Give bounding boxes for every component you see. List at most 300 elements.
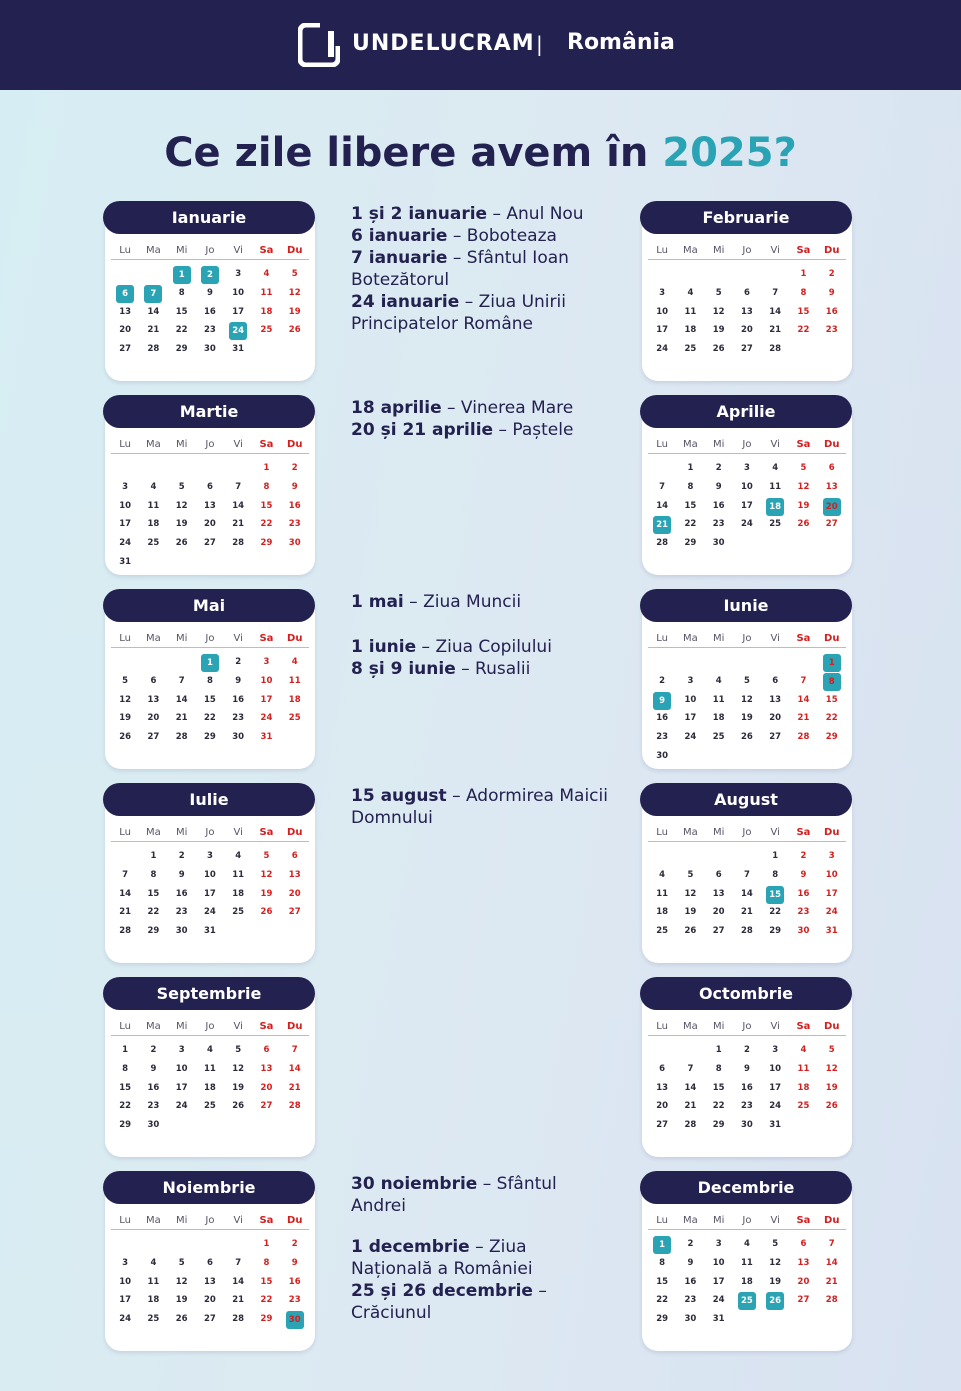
header xyxy=(0,0,961,90)
day-cell: 7 xyxy=(122,870,129,881)
week-row xyxy=(111,866,309,885)
holiday-text-block xyxy=(351,636,613,680)
day-cell: 28 xyxy=(797,732,810,743)
weekday-label: Ma xyxy=(146,1214,161,1226)
day-cell: 5 xyxy=(800,463,807,474)
day-cell: 6 xyxy=(715,870,722,881)
weekday-label: Sa xyxy=(259,826,274,838)
day-cell: 15 xyxy=(119,1082,132,1093)
day-cell: 25 xyxy=(684,344,697,355)
day-cell: 18 xyxy=(684,325,697,336)
day-cell: 22 xyxy=(656,1295,669,1306)
weekday-label: Du xyxy=(287,632,303,644)
day-cell: 24 xyxy=(712,1295,725,1306)
day-cell: 30 xyxy=(147,1120,160,1131)
day-cell: 14 xyxy=(119,888,132,899)
day-cell: 20 xyxy=(712,907,725,918)
day-cell: 28 xyxy=(825,1295,838,1306)
day-cell: 27 xyxy=(741,344,753,355)
weekday-header xyxy=(111,242,309,260)
holiday-name: – Ziua Muncii xyxy=(403,592,522,612)
weekday-label: Sa xyxy=(259,632,274,644)
day-cell: 31 xyxy=(712,1314,725,1325)
day-cell: 23 xyxy=(147,1101,160,1112)
day-cell: 17 xyxy=(204,888,216,899)
day-cell: 21 xyxy=(119,907,132,918)
month-title: Octombrie xyxy=(640,977,852,1010)
day-cell: 29 xyxy=(656,1314,669,1325)
day-cell: 17 xyxy=(684,713,697,724)
week-row xyxy=(648,340,846,359)
empty-cell xyxy=(111,848,139,864)
day-cell: 6 xyxy=(828,463,835,474)
day-cell: 19 xyxy=(712,325,725,336)
empty-cell xyxy=(648,654,676,670)
day-cell: 13 xyxy=(712,888,725,899)
day-cell: 6 xyxy=(772,676,779,687)
day-cell: 25 xyxy=(769,519,782,530)
calendar-martie xyxy=(105,397,315,575)
weekday-label: Du xyxy=(824,1020,840,1032)
empty-cell xyxy=(224,1236,252,1252)
day-cell: 11 xyxy=(147,500,160,511)
day-cell: 1 xyxy=(263,463,270,474)
day-cell: 28 xyxy=(119,926,132,937)
day-cell: 20 xyxy=(204,519,216,530)
week-row xyxy=(648,903,846,922)
weekday-label: Vi xyxy=(770,1214,780,1226)
weekday-label: Ma xyxy=(683,244,698,256)
weekday-header xyxy=(648,1212,846,1230)
weekday-label: Jo xyxy=(205,826,215,838)
weekday-header xyxy=(111,630,309,648)
day-cell: 16 xyxy=(288,500,301,511)
day-cell: 14 xyxy=(769,306,782,317)
day-cell: 19 xyxy=(260,888,273,899)
weekday-label: Du xyxy=(287,826,303,838)
day-cell: 28 xyxy=(232,1314,245,1325)
weekday-label: Lu xyxy=(656,632,668,644)
day-cell: 7 xyxy=(291,1045,298,1056)
day-cell: 10 xyxy=(656,306,669,317)
day-cell: 29 xyxy=(769,926,782,937)
week-row xyxy=(111,728,309,747)
day-cell: 3 xyxy=(687,676,694,687)
weekday-label: Du xyxy=(824,244,840,256)
day-cell: 27 xyxy=(147,732,160,743)
weekday-label: Jo xyxy=(742,438,752,450)
page-title xyxy=(0,130,961,176)
day-cell: 30 xyxy=(712,538,725,549)
weekday-label: Vi xyxy=(770,438,780,450)
holiday-text-block xyxy=(351,785,613,829)
day-cell: 22 xyxy=(260,1295,273,1306)
day-cell: 14 xyxy=(684,1082,697,1093)
day-cell: 14 xyxy=(288,1064,301,1075)
day-cell: 26 xyxy=(260,907,273,918)
day-cell: 21 xyxy=(232,1295,245,1306)
day-cell: 4 xyxy=(263,269,270,280)
month-grid xyxy=(111,1212,309,1328)
day-cell: 24 xyxy=(260,713,273,724)
day-cell: 8 xyxy=(150,870,157,881)
day-cell: 2 xyxy=(291,1239,298,1250)
day-cell: 25 xyxy=(204,1101,216,1112)
empty-cell xyxy=(733,654,761,670)
day-cell: 29 xyxy=(712,1120,725,1131)
week-row xyxy=(648,1291,846,1310)
day-cell: 27 xyxy=(204,538,216,549)
holiday-day: 1 xyxy=(196,654,224,670)
day-cell: 2 xyxy=(715,463,722,474)
day-cell: 23 xyxy=(232,713,245,724)
weekday-label: Ma xyxy=(146,826,161,838)
weekday-label: Jo xyxy=(205,438,215,450)
day-cell: 5 xyxy=(743,676,750,687)
holiday-date: 1 mai xyxy=(351,592,404,612)
day-cell: 8 xyxy=(263,1258,270,1269)
brand-name: UNDELUCRAM xyxy=(352,31,535,56)
day-cell: 15 xyxy=(712,1082,725,1093)
day-cell: 23 xyxy=(797,907,810,918)
day-cell: 4 xyxy=(743,1239,750,1250)
day-cell: 14 xyxy=(175,694,188,705)
day-cell: 5 xyxy=(772,1239,779,1250)
holiday-entry xyxy=(351,636,613,658)
month-grid xyxy=(111,630,309,746)
day-cell: 9 xyxy=(687,1258,694,1269)
weekday-label: Du xyxy=(287,438,303,450)
empty-cell xyxy=(761,266,789,282)
day-cell: 23 xyxy=(288,1295,301,1306)
day-cell: 23 xyxy=(712,519,725,530)
holiday-name: – Ziua Națională a României xyxy=(351,1237,533,1279)
day-cell: 4 xyxy=(150,482,157,493)
month-grid xyxy=(648,824,846,940)
day-cell: 21 xyxy=(741,907,753,918)
day-cell: 3 xyxy=(772,1045,779,1056)
day-cell: 2 xyxy=(291,463,298,474)
holiday-day: 15 xyxy=(761,886,789,902)
day-cell: 5 xyxy=(828,1045,835,1056)
day-cell: 27 xyxy=(825,519,838,530)
day-cell: 6 xyxy=(150,676,157,687)
day-cell: 18 xyxy=(656,907,669,918)
empty-cell xyxy=(676,266,704,282)
day-cell: 8 xyxy=(206,676,213,687)
weekday-header xyxy=(111,824,309,842)
day-cell: 25 xyxy=(656,926,669,937)
day-cell: 13 xyxy=(119,306,132,317)
day-cell: 19 xyxy=(175,1295,188,1306)
day-cell: 23 xyxy=(204,325,216,336)
weekday-label: Lu xyxy=(119,632,131,644)
day-cell: 12 xyxy=(175,500,188,511)
day-cell: 11 xyxy=(147,1276,160,1287)
day-cell: 1 xyxy=(800,269,807,280)
holiday-date: 1 și 2 ianuarie xyxy=(351,204,488,224)
day-cell: 28 xyxy=(769,344,782,355)
day-cell: 3 xyxy=(743,463,750,474)
day-cell: 22 xyxy=(825,713,838,724)
weekday-label: Du xyxy=(287,1214,303,1226)
day-cell: 5 xyxy=(122,676,129,687)
month-grid xyxy=(648,436,846,552)
day-cell: 6 xyxy=(291,851,298,862)
weekday-label: Du xyxy=(824,1214,840,1226)
weekday-header xyxy=(648,630,846,648)
day-cell: 17 xyxy=(741,500,753,511)
day-cell: 8 xyxy=(122,1064,129,1075)
empty-cell xyxy=(676,1042,704,1058)
day-cell: 20 xyxy=(656,1101,669,1112)
empty-cell xyxy=(111,460,139,476)
day-cell: 16 xyxy=(656,713,669,724)
day-cell: 11 xyxy=(769,482,782,493)
week-row xyxy=(111,265,309,284)
empty-cell xyxy=(705,848,733,864)
day-cell: 2 xyxy=(687,1239,694,1250)
day-cell: 9 xyxy=(828,288,835,299)
week-row xyxy=(111,690,309,709)
month-title: Noiembrie xyxy=(103,1171,315,1204)
day-cell: 2 xyxy=(828,269,835,280)
day-cell: 5 xyxy=(687,870,694,881)
day-cell: 3 xyxy=(122,1258,129,1269)
day-cell: 19 xyxy=(119,713,132,724)
holiday-day: 8 xyxy=(818,673,846,689)
holiday-entry xyxy=(351,658,613,680)
day-cell: 27 xyxy=(288,907,301,918)
empty-cell xyxy=(676,654,704,670)
day-cell: 21 xyxy=(769,325,782,336)
empty-cell xyxy=(111,266,139,282)
holiday-name: – Crăciunul xyxy=(351,1281,547,1323)
calendar-februarie xyxy=(642,203,852,381)
empty-cell xyxy=(705,266,733,282)
day-cell: 8 xyxy=(178,288,185,299)
day-cell: 26 xyxy=(797,519,810,530)
day-cell: 25 xyxy=(147,1314,160,1325)
holiday-text-block xyxy=(351,1173,613,1217)
calendar-ianuarie xyxy=(105,203,315,381)
day-cell: 4 xyxy=(235,851,242,862)
empty-cell xyxy=(111,1236,139,1252)
month-grid xyxy=(111,242,309,358)
week-row xyxy=(111,284,309,303)
holiday-day: 7 xyxy=(139,285,167,301)
day-cell: 10 xyxy=(175,1064,188,1075)
day-cell: 9 xyxy=(206,288,213,299)
holiday-entry xyxy=(351,247,613,291)
day-cell: 20 xyxy=(147,713,160,724)
day-cell: 25 xyxy=(797,1101,810,1112)
day-cell: 13 xyxy=(204,500,216,511)
day-cell: 9 xyxy=(291,1258,298,1269)
week-row xyxy=(648,728,846,747)
week-row xyxy=(111,1254,309,1273)
day-cell: 31 xyxy=(204,926,216,937)
day-cell: 26 xyxy=(232,1101,245,1112)
holiday-entry xyxy=(351,1236,613,1280)
month-grid xyxy=(648,630,846,765)
day-cell: 17 xyxy=(119,519,132,530)
day-cell: 20 xyxy=(288,888,301,899)
day-cell: 10 xyxy=(825,870,838,881)
day-cell: 29 xyxy=(175,344,188,355)
day-cell: 18 xyxy=(147,519,160,530)
weekday-label: Du xyxy=(287,244,303,256)
day-cell: 9 xyxy=(235,676,242,687)
weekday-label: Du xyxy=(287,1020,303,1032)
weekday-label: Ma xyxy=(683,826,698,838)
week-row xyxy=(648,1078,846,1097)
day-cell: 11 xyxy=(260,288,273,299)
day-cell: 20 xyxy=(769,713,782,724)
weekday-label: Lu xyxy=(119,438,131,450)
day-cell: 18 xyxy=(232,888,245,899)
empty-cell xyxy=(733,848,761,864)
day-cell: 3 xyxy=(659,288,666,299)
weekday-label: Mi xyxy=(175,1214,188,1226)
day-cell: 12 xyxy=(260,870,273,881)
day-cell: 10 xyxy=(119,1276,132,1287)
day-cell: 16 xyxy=(175,888,188,899)
day-cell: 14 xyxy=(147,306,160,317)
day-cell: 8 xyxy=(715,1064,722,1075)
day-cell: 4 xyxy=(150,1258,157,1269)
day-cell: 5 xyxy=(178,482,185,493)
day-cell: 15 xyxy=(260,1276,273,1287)
holiday-date: 6 ianuarie xyxy=(351,226,448,246)
holiday-day: 24 xyxy=(224,322,252,338)
day-cell: 8 xyxy=(772,870,779,881)
day-cell: 22 xyxy=(119,1101,132,1112)
day-cell: 1 xyxy=(715,1045,722,1056)
day-cell: 5 xyxy=(178,1258,185,1269)
day-cell: 11 xyxy=(232,870,245,881)
weekday-header xyxy=(111,1018,309,1036)
day-cell: 15 xyxy=(175,306,188,317)
day-cell: 27 xyxy=(119,344,132,355)
month-title: Decembrie xyxy=(640,1171,852,1204)
day-cell: 7 xyxy=(178,676,185,687)
day-cell: 29 xyxy=(684,538,697,549)
weekday-label: Lu xyxy=(119,244,131,256)
weekday-label: Lu xyxy=(656,244,668,256)
day-cell: 23 xyxy=(175,907,188,918)
day-cell: 20 xyxy=(797,1276,810,1287)
day-cell: 29 xyxy=(260,1314,273,1325)
week-row xyxy=(648,884,846,903)
holiday-name: – Sfântul Andrei xyxy=(351,1174,557,1216)
day-cell: 27 xyxy=(712,926,725,937)
month-title: Iunie xyxy=(640,589,852,622)
day-cell: 2 xyxy=(800,851,807,862)
empty-cell xyxy=(761,654,789,670)
day-cell: 26 xyxy=(175,538,188,549)
week-row xyxy=(111,552,309,571)
holiday-entry xyxy=(351,785,613,829)
day-cell: 6 xyxy=(206,482,213,493)
day-cell: 15 xyxy=(656,1276,669,1287)
holiday-date: 20 și 21 aprilie xyxy=(351,420,494,440)
month-title: Septembrie xyxy=(103,977,315,1010)
day-cell: 21 xyxy=(288,1082,301,1093)
week-row xyxy=(111,884,309,903)
day-cell: 18 xyxy=(147,1295,160,1306)
day-cell: 13 xyxy=(797,1258,810,1269)
month-title: August xyxy=(640,783,852,816)
day-cell: 15 xyxy=(825,694,838,705)
day-cell: 11 xyxy=(797,1064,810,1075)
holiday-date: 1 decembrie xyxy=(351,1237,470,1257)
day-cell: 28 xyxy=(232,538,245,549)
day-cell: 20 xyxy=(260,1082,273,1093)
weekday-header xyxy=(648,824,846,842)
day-cell: 3 xyxy=(206,851,213,862)
day-cell: 15 xyxy=(684,500,697,511)
day-cell: 21 xyxy=(175,713,188,724)
week-row xyxy=(648,653,846,672)
day-cell: 16 xyxy=(232,694,245,705)
weekday-label: Vi xyxy=(233,1020,243,1032)
day-cell: 22 xyxy=(684,519,697,530)
day-cell: 6 xyxy=(206,1258,213,1269)
day-cell: 11 xyxy=(712,694,725,705)
week-row xyxy=(648,478,846,497)
day-cell: 5 xyxy=(263,851,270,862)
holiday-day: 21 xyxy=(648,516,676,532)
day-cell: 30 xyxy=(288,538,301,549)
day-cell: 19 xyxy=(232,1082,245,1093)
day-cell: 29 xyxy=(825,732,838,743)
day-cell: 6 xyxy=(800,1239,807,1250)
holiday-name: – Boboteaza xyxy=(447,226,557,246)
weekday-label: Lu xyxy=(656,1020,668,1032)
weekday-label: Jo xyxy=(205,632,215,644)
day-cell: 17 xyxy=(232,306,245,317)
day-cell: 4 xyxy=(687,288,694,299)
day-cell: 31 xyxy=(119,556,132,567)
day-cell: 8 xyxy=(263,482,270,493)
day-cell: 25 xyxy=(288,713,301,724)
title-year: 2025? xyxy=(662,130,797,176)
day-cell: 18 xyxy=(204,1082,216,1093)
weekday-label: Jo xyxy=(742,826,752,838)
day-cell: 10 xyxy=(712,1258,725,1269)
week-row xyxy=(111,1097,309,1116)
weekday-header xyxy=(648,1018,846,1036)
day-cell: 26 xyxy=(712,344,725,355)
empty-cell xyxy=(648,266,676,282)
weekday-label: Vi xyxy=(770,826,780,838)
day-cell: 27 xyxy=(656,1120,669,1131)
day-cell: 10 xyxy=(260,676,273,687)
day-cell: 4 xyxy=(715,676,722,687)
day-cell: 11 xyxy=(288,676,301,687)
day-cell: 14 xyxy=(797,694,810,705)
day-cell: 7 xyxy=(743,870,750,881)
holiday-name: – Ziua Unirii Principatelor Române xyxy=(351,292,566,334)
weekday-label: Jo xyxy=(742,632,752,644)
day-cell: 28 xyxy=(175,732,188,743)
day-cell: 27 xyxy=(260,1101,273,1112)
week-row xyxy=(111,459,309,478)
day-cell: 30 xyxy=(684,1314,697,1325)
day-cell: 22 xyxy=(204,713,216,724)
day-cell: 2 xyxy=(743,1045,750,1056)
